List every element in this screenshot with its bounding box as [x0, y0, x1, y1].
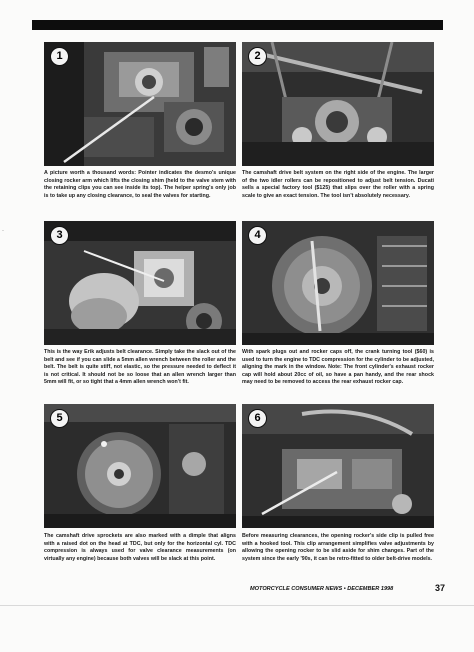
- photo-6-caption: Before measuring clearances, the opening rocker's side clip is pulled free with a hooked tool. This clip arrangement simplifies valve adjustments by allowing the opening rocker to be slid aside for shim changes. Part of the system since the early '90s, it can be retro-fitted to older belt-drive models.: [242, 533, 434, 562]
- photo-3-caption: This is the way Erik adjusts belt clearance. Simply take the slack out of the belt and see if you can slide a 5mm allen wrench between the roller and the belt. The belt is quite stiff, not elastic, so the pressure needed to deflect it is not critical. It should not be so loose that an allen wrench larger than 5mm will fit, or so tight that a 4mm allen wrench won't fit.: [44, 349, 236, 386]
- photo-5-caption: The camshaft drive sprockets are also marked with a dimple that aligns with a raised dot on the head at TDC, but only for the horizontal cyl. TDC compression is always used for valve clearance measurements (on virtually any engine) because both valves will be slack at this point.: [44, 533, 236, 562]
- photo-3: [44, 221, 236, 345]
- photo-3-number: 3: [50, 226, 69, 245]
- footer-publication: MOTORCYCLE CONSUMER NEWS • DECEMBER 1998: [250, 586, 394, 592]
- photo-2: [242, 42, 434, 166]
- photo-4: [242, 221, 434, 345]
- photo-5: [44, 404, 236, 528]
- photo-6-number: 6: [248, 409, 267, 428]
- photo-4-caption: With spark plugs out and rocker caps off, the crank turning tool ($60) is used to turn the engine to TDC compression for the cylinder to be adjusted, aligning the mark in the window. Note: The front cylinder's exhaust rocker cap will hold about 20cc of oil, so have a pan handy, and the rear shock may need to be removed to access the rear exhaust rocker cap.: [242, 349, 434, 386]
- scan-bottom-edge: [0, 605, 474, 606]
- photo-1-number: 1: [50, 47, 69, 66]
- photo-2-image: [242, 42, 434, 166]
- photo-6: [242, 404, 434, 528]
- page-number: 37: [434, 583, 445, 593]
- page-footer: [250, 583, 445, 595]
- header-rule: [32, 20, 443, 30]
- photo-5-number: 5: [50, 409, 69, 428]
- photo-4-image: [242, 221, 434, 345]
- photo-2-number: 2: [248, 47, 267, 66]
- photo-1: [44, 42, 236, 166]
- photo-3-image: [44, 221, 236, 345]
- photo-1-caption: A picture worth a thousand words: Pointer indicates the desmo's unique closing rocker arm which lifts the closing shim (held to the valve stem with the retaining clips you can see inside its top). The helper spring's only job is to take up any closing clearance, to seal the valves for starting.: [44, 170, 236, 199]
- photo-5-image: [44, 404, 236, 528]
- scan-edge-mark: ·: [2, 228, 4, 234]
- photo-2-caption: The camshaft drive belt system on the right side of the engine. The larger of the two idler rollers can be repositioned to adjust belt tension. Ducati sells a special factory tool ($125) that slips over the roller with a spring scale to give an exact tension. The tool isn't absolutely necessary.: [242, 170, 434, 199]
- photo-6-image: [242, 404, 434, 528]
- photo-1-image: [44, 42, 236, 166]
- photo-4-number: 4: [248, 226, 267, 245]
